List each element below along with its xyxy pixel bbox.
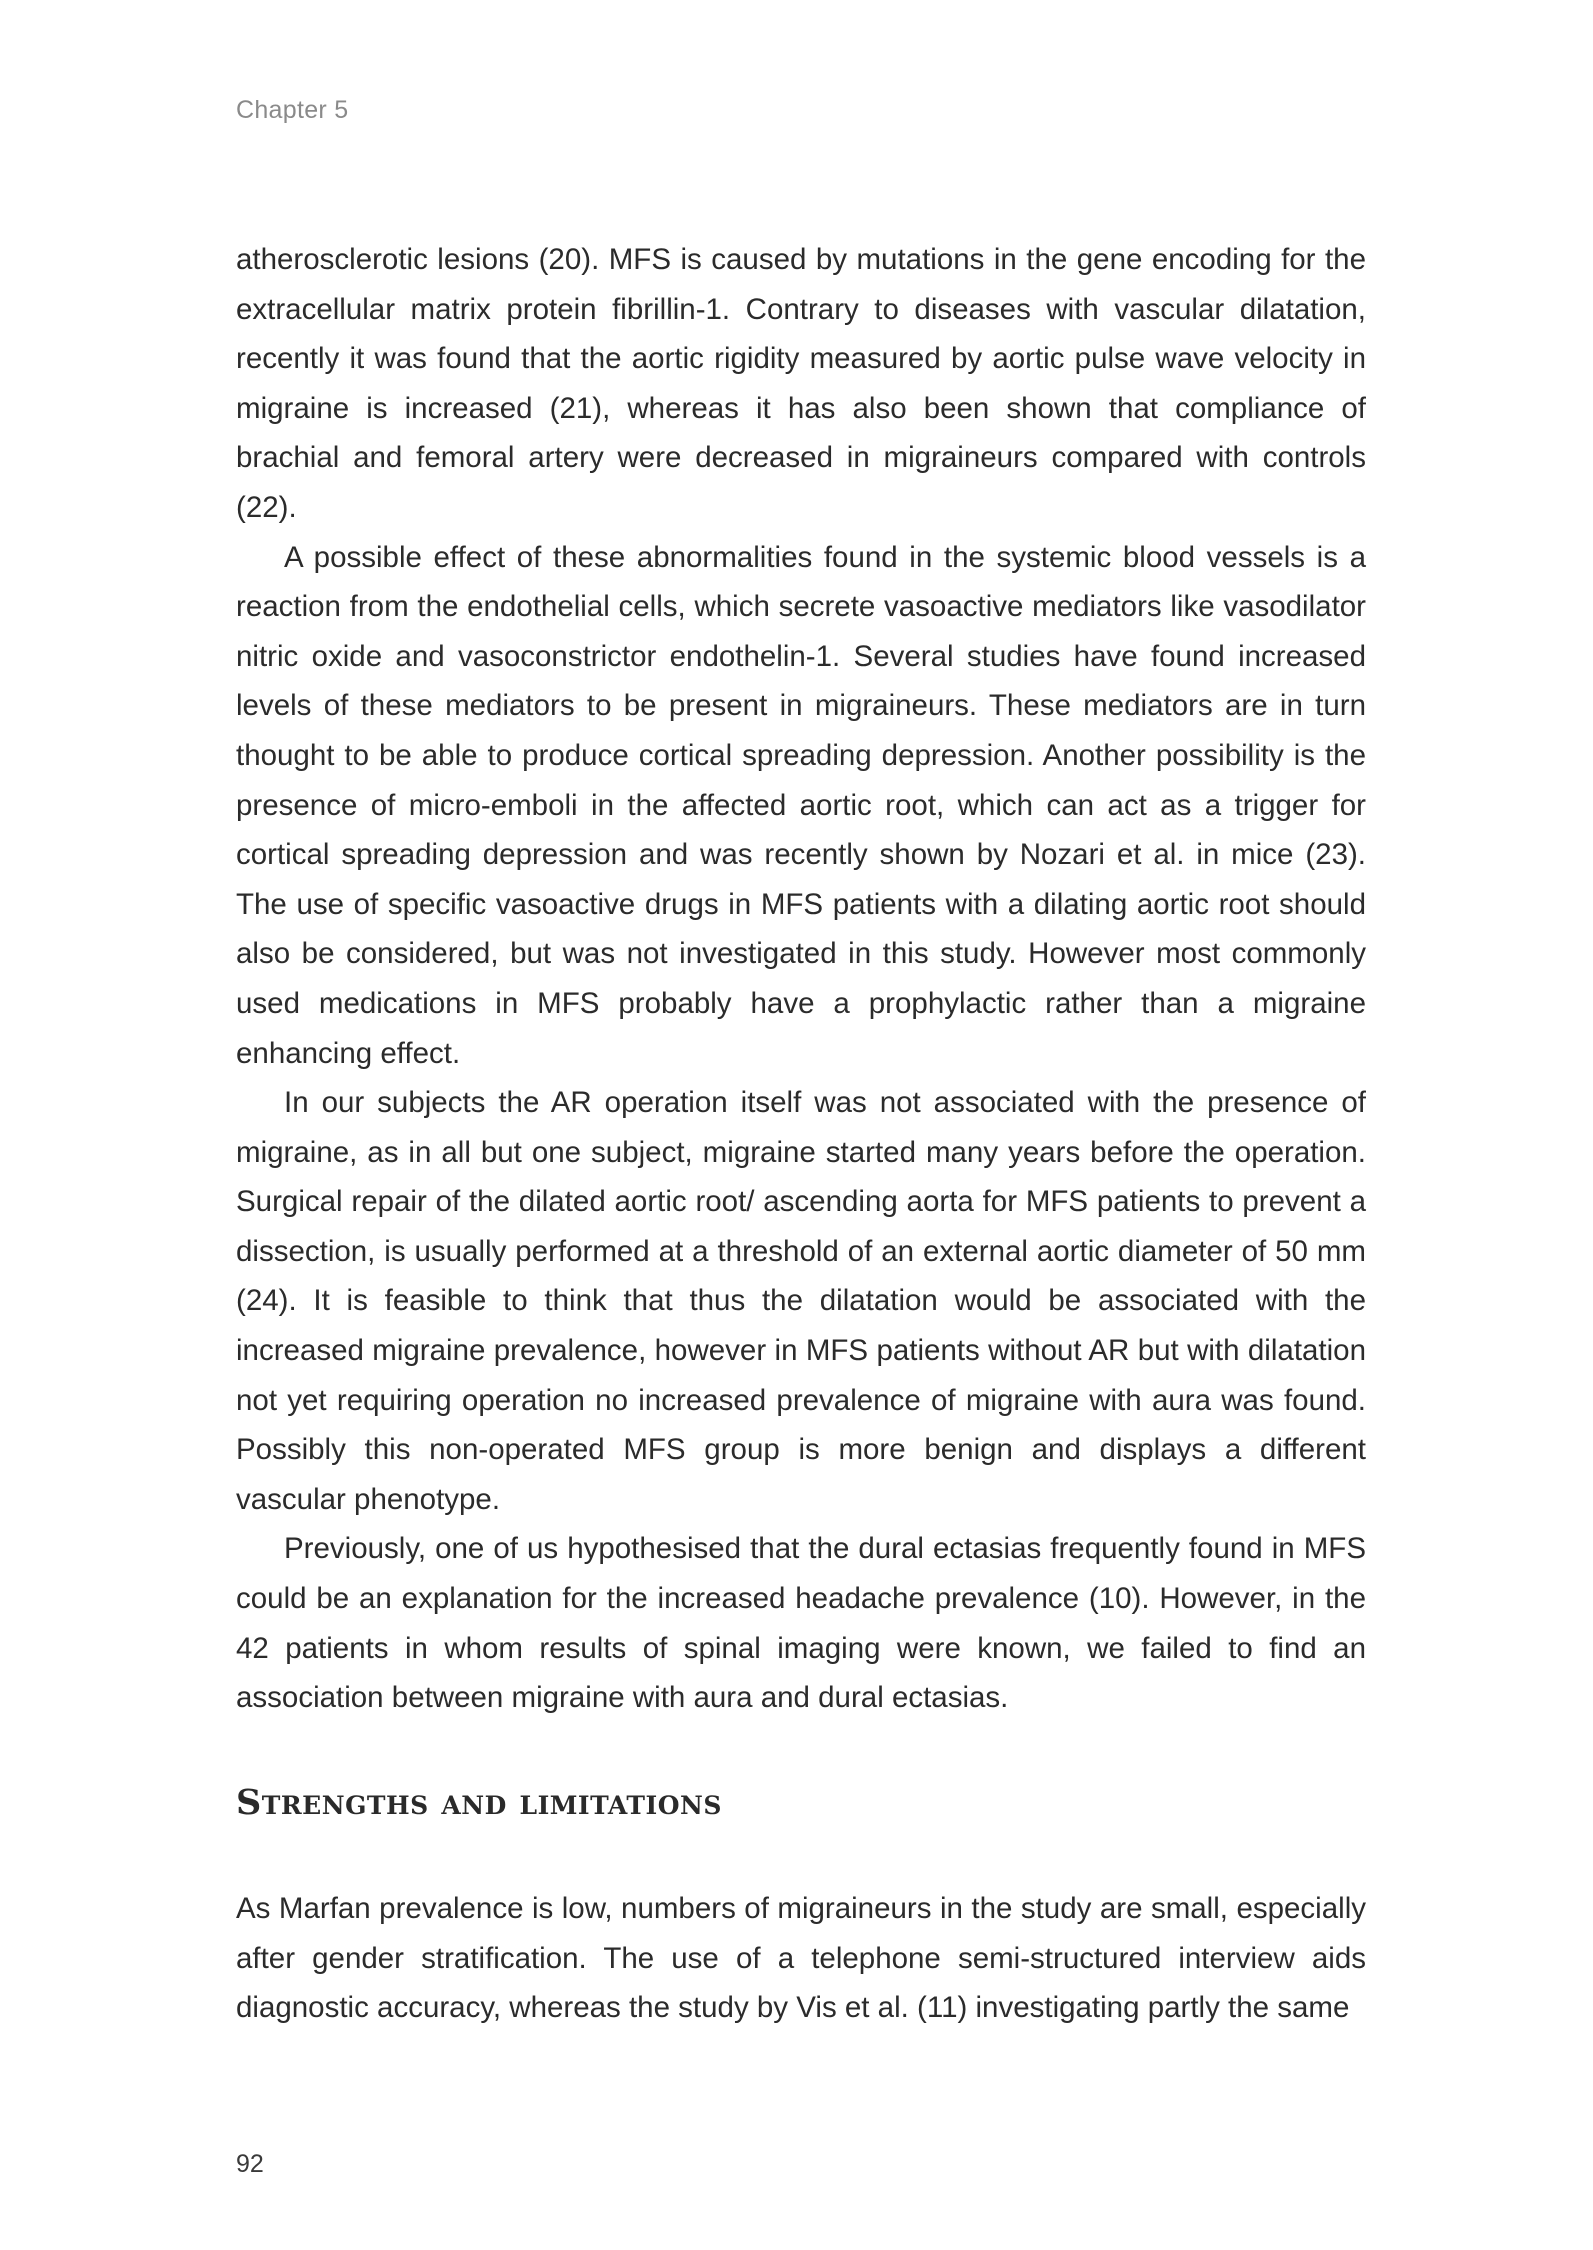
paragraph: In our subjects the AR operation itself was not associated with the presence of migraine, as in all but one subject, migraine started many years before the operation. Surgical repair of the dilated aortic root/ ascending aorta for MFS patients to prevent a dissection, is usually performed at a threshold of an external aortic diameter of 50 mm (24). It is feasible to think that thus the dilatation would be associated with the increased migraine prevalence, however in MFS patients without AR but with dilatation not yet requiring operation no increased prevalence of migraine with aura was found. Possibly this non-operated MFS group is more benign and displays a different vascular phenotype. bbox=[236, 1086, 1366, 1516]
page-number: 92 bbox=[236, 2150, 264, 2178]
paragraph: As Marfan prevalence is low, numbers of migraineurs in the study are small, especially after gender stratification. The use of a telephone semi-structured interview aids diagnostic accuracy, whereas the study by Vis et al. (11) investigating partly the same bbox=[236, 1892, 1366, 2025]
section-body-text bbox=[236, 1884, 1366, 2033]
running-header: Chapter 5 bbox=[236, 96, 349, 124]
paragraph: A possible effect of these abnormalities found in the systemic blood vessels is a reaction from the endothelial cells, which secrete vasoactive mediators like vasodilator nitric oxide and vasoconstrictor endothelin-1. Several studies have found increased levels of these mediators to be present in migraineurs. These mediators are in turn thought to be able to produce cortical spreading depression. Another possibility is the presence of micro-emboli in the affected aortic root, which can act as a trigger for cortical spreading depression and was recently shown by Nozari et al. in mice (23). The use of specific vasoactive drugs in MFS patients with a dilating aortic root should also be considered, but was not investigated in this study. However most commonly used medications in MFS probably have a prophylactic rather than a migraine enhancing effect. bbox=[236, 540, 1366, 1070]
section-heading: Strengths and limitations bbox=[236, 1782, 722, 1823]
paragraph: atherosclerotic lesions (20). MFS is caused by mutations in the gene encoding for the extracellular matrix protein fibrillin-1. Contrary to diseases with vascular dilatation, recently it was found that the aortic rigidity measured by aortic pulse wave velocity in migraine is increased (21), whereas it has also been shown that compliance of brachial and femoral artery were decreased in migraineurs compared with controls (22). bbox=[236, 243, 1366, 524]
body-text bbox=[236, 235, 1366, 1723]
paragraph: Previously, one of us hypothesised that the dural ectasias frequently found in MFS could be an explanation for the increased headache prevalence (10). However, in the 42 patients in whom results of spinal imaging were known, we failed to find an association between migraine with aura and dural ectasias. bbox=[236, 1532, 1366, 1715]
